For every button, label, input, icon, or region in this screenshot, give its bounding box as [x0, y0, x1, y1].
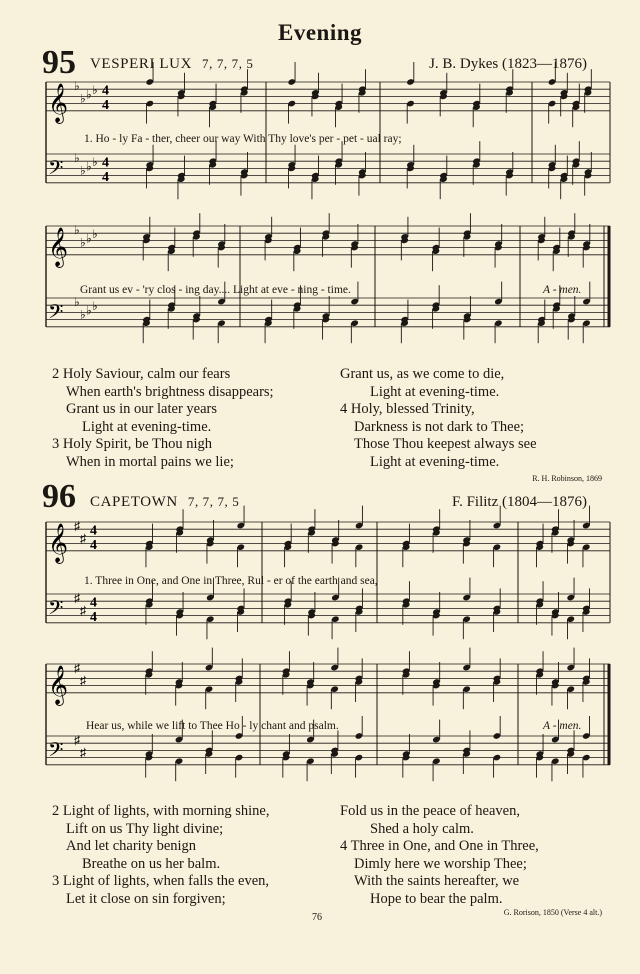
sharp-sign: ♯ [80, 745, 86, 760]
sharp-sign: ♯ [80, 603, 86, 618]
flat-sign: ♭ [92, 155, 98, 170]
flat-sign: ♭ [86, 231, 92, 246]
time-signature: 4 [102, 169, 109, 185]
sharp-sign: ♯ [74, 518, 80, 533]
verse-line: Lift on us Thy light divine; [66, 820, 224, 837]
sharp-sign: ♯ [74, 732, 80, 747]
time-signature: 4 [90, 595, 97, 611]
treble-clef: 𝄞 [48, 82, 69, 123]
amen: A - men. [543, 284, 582, 296]
sharp-sign: ♯ [74, 590, 80, 605]
time-signature: 4 [102, 83, 109, 99]
page-number: 76 [312, 912, 322, 923]
music-system [40, 78, 612, 218]
author-credit: G. Rorison, 1850 (Verse 4 alt.) [503, 908, 602, 917]
flat-sign: ♭ [80, 91, 86, 106]
hymn-number: 96 [42, 478, 76, 515]
sharp-sign: ♯ [80, 673, 86, 688]
flat-sign: ♭ [74, 222, 80, 237]
lyric-line: Hear us, while we lift to Thee Ho - ly chant and psalm. [86, 720, 339, 732]
verses-right [340, 366, 537, 471]
time-signature: 4 [90, 523, 97, 539]
tune-title [90, 56, 254, 73]
verse-line: Dimly here we worship Thee; [354, 855, 527, 872]
verse-line: Those Thou keepest always see [354, 436, 537, 452]
tune-name: VESPERI LUX [90, 56, 193, 72]
time-signature: 4 [90, 537, 97, 553]
bass-clef: 𝄢 [48, 737, 64, 766]
flat-sign: ♭ [80, 235, 86, 250]
flat-sign: ♭ [86, 159, 92, 174]
flat-sign: ♭ [92, 299, 98, 314]
verse-line: Grant us, as we come to die, [340, 366, 505, 382]
verses-left [52, 803, 270, 908]
verse-line: When in mortal pains we lie; [66, 453, 234, 470]
composer: F. Filitz (1804—1876) [451, 494, 587, 510]
verse-line: Shed a holy calm. [370, 820, 474, 837]
bass-clef: 𝄢 [48, 299, 64, 328]
time-signature: 4 [102, 97, 109, 113]
flat-sign: ♭ [86, 303, 92, 318]
verse-line: Hope to bear the palm. [370, 890, 503, 907]
hymn-number: 95 [42, 44, 76, 81]
verse-line: Darkness is not dark to Thee; [354, 418, 525, 435]
time-signature: 4 [90, 609, 97, 625]
flat-sign: ♭ [80, 307, 86, 322]
amen: A - men. [543, 720, 582, 732]
verse-line: Light at evening-time. [370, 383, 500, 400]
verse-line: 2 Holy Saviour, calm our fears [52, 366, 231, 382]
bass-clef: 𝄢 [48, 595, 64, 624]
verses-right [340, 803, 539, 908]
bass-clef: 𝄢 [48, 155, 64, 184]
tune-meter: 7, 7, 7, 5 [202, 56, 254, 71]
tune-title [90, 494, 239, 511]
flat-sign: ♭ [92, 83, 98, 98]
tune-name: CAPETOWN [90, 494, 178, 510]
verse-line: Breathe on us her balm. [82, 855, 221, 872]
verse-line: Light at evening-time. [370, 453, 500, 470]
verse-line: 4 Three in One, and One in Three, [340, 838, 539, 854]
verse-line: 2 Light of lights, with morning shine, [52, 803, 270, 819]
verse-line: Grant us in our later years [66, 401, 217, 417]
verse-line: 4 Holy, blessed Trinity, [340, 401, 475, 417]
section-title: Evening [277, 20, 363, 45]
treble-clef: 𝄞 [48, 226, 69, 267]
verse-line: Light at evening-time. [82, 418, 212, 435]
verse-line: Let it close on sin forgiven; [66, 890, 226, 907]
sharp-sign: ♯ [74, 660, 80, 675]
tune-meter: 7, 7, 7, 5 [187, 494, 240, 509]
verse-line: Fold us in the peace of heaven, [340, 803, 520, 819]
lyric-line: Grant us ev - 'ry clos - ing day.... Light at eve - ning - time. [80, 284, 351, 296]
treble-clef: 𝄞 [48, 664, 69, 705]
verse-line: With the saints hereafter, we [354, 873, 520, 889]
verse-line: 3 Light of lights, when falls the even, [52, 873, 270, 889]
flat-sign: ♭ [74, 78, 80, 93]
flat-sign: ♭ [74, 294, 80, 309]
treble-clef: 𝄞 [48, 522, 69, 563]
time-signature: 4 [102, 155, 109, 171]
flat-sign: ♭ [80, 163, 86, 178]
composer: J. B. Dykes (1823—1876) [429, 56, 587, 72]
flat-sign: ♭ [92, 227, 98, 242]
author-credit: R. H. Robinson, 1869 [532, 474, 602, 483]
lyric-line: 1. Three in One, and One in Three, Rul - er of the earth and sea, [84, 575, 378, 587]
verse-line: And let charity benign [66, 838, 197, 854]
flat-sign: ♭ [86, 87, 92, 102]
verse-line: 3 Holy Spirit, be Thou nigh [52, 436, 213, 452]
sharp-sign: ♯ [80, 531, 86, 546]
music-system [40, 518, 612, 656]
flat-sign: ♭ [74, 150, 80, 165]
lyric-line: 1. Ho - ly Fa - ther, cheer our way With Thy love's per - pet - ual ray; [84, 133, 402, 145]
verse-line: When earth's brightness disappears; [66, 383, 274, 400]
verses-left [52, 366, 274, 471]
